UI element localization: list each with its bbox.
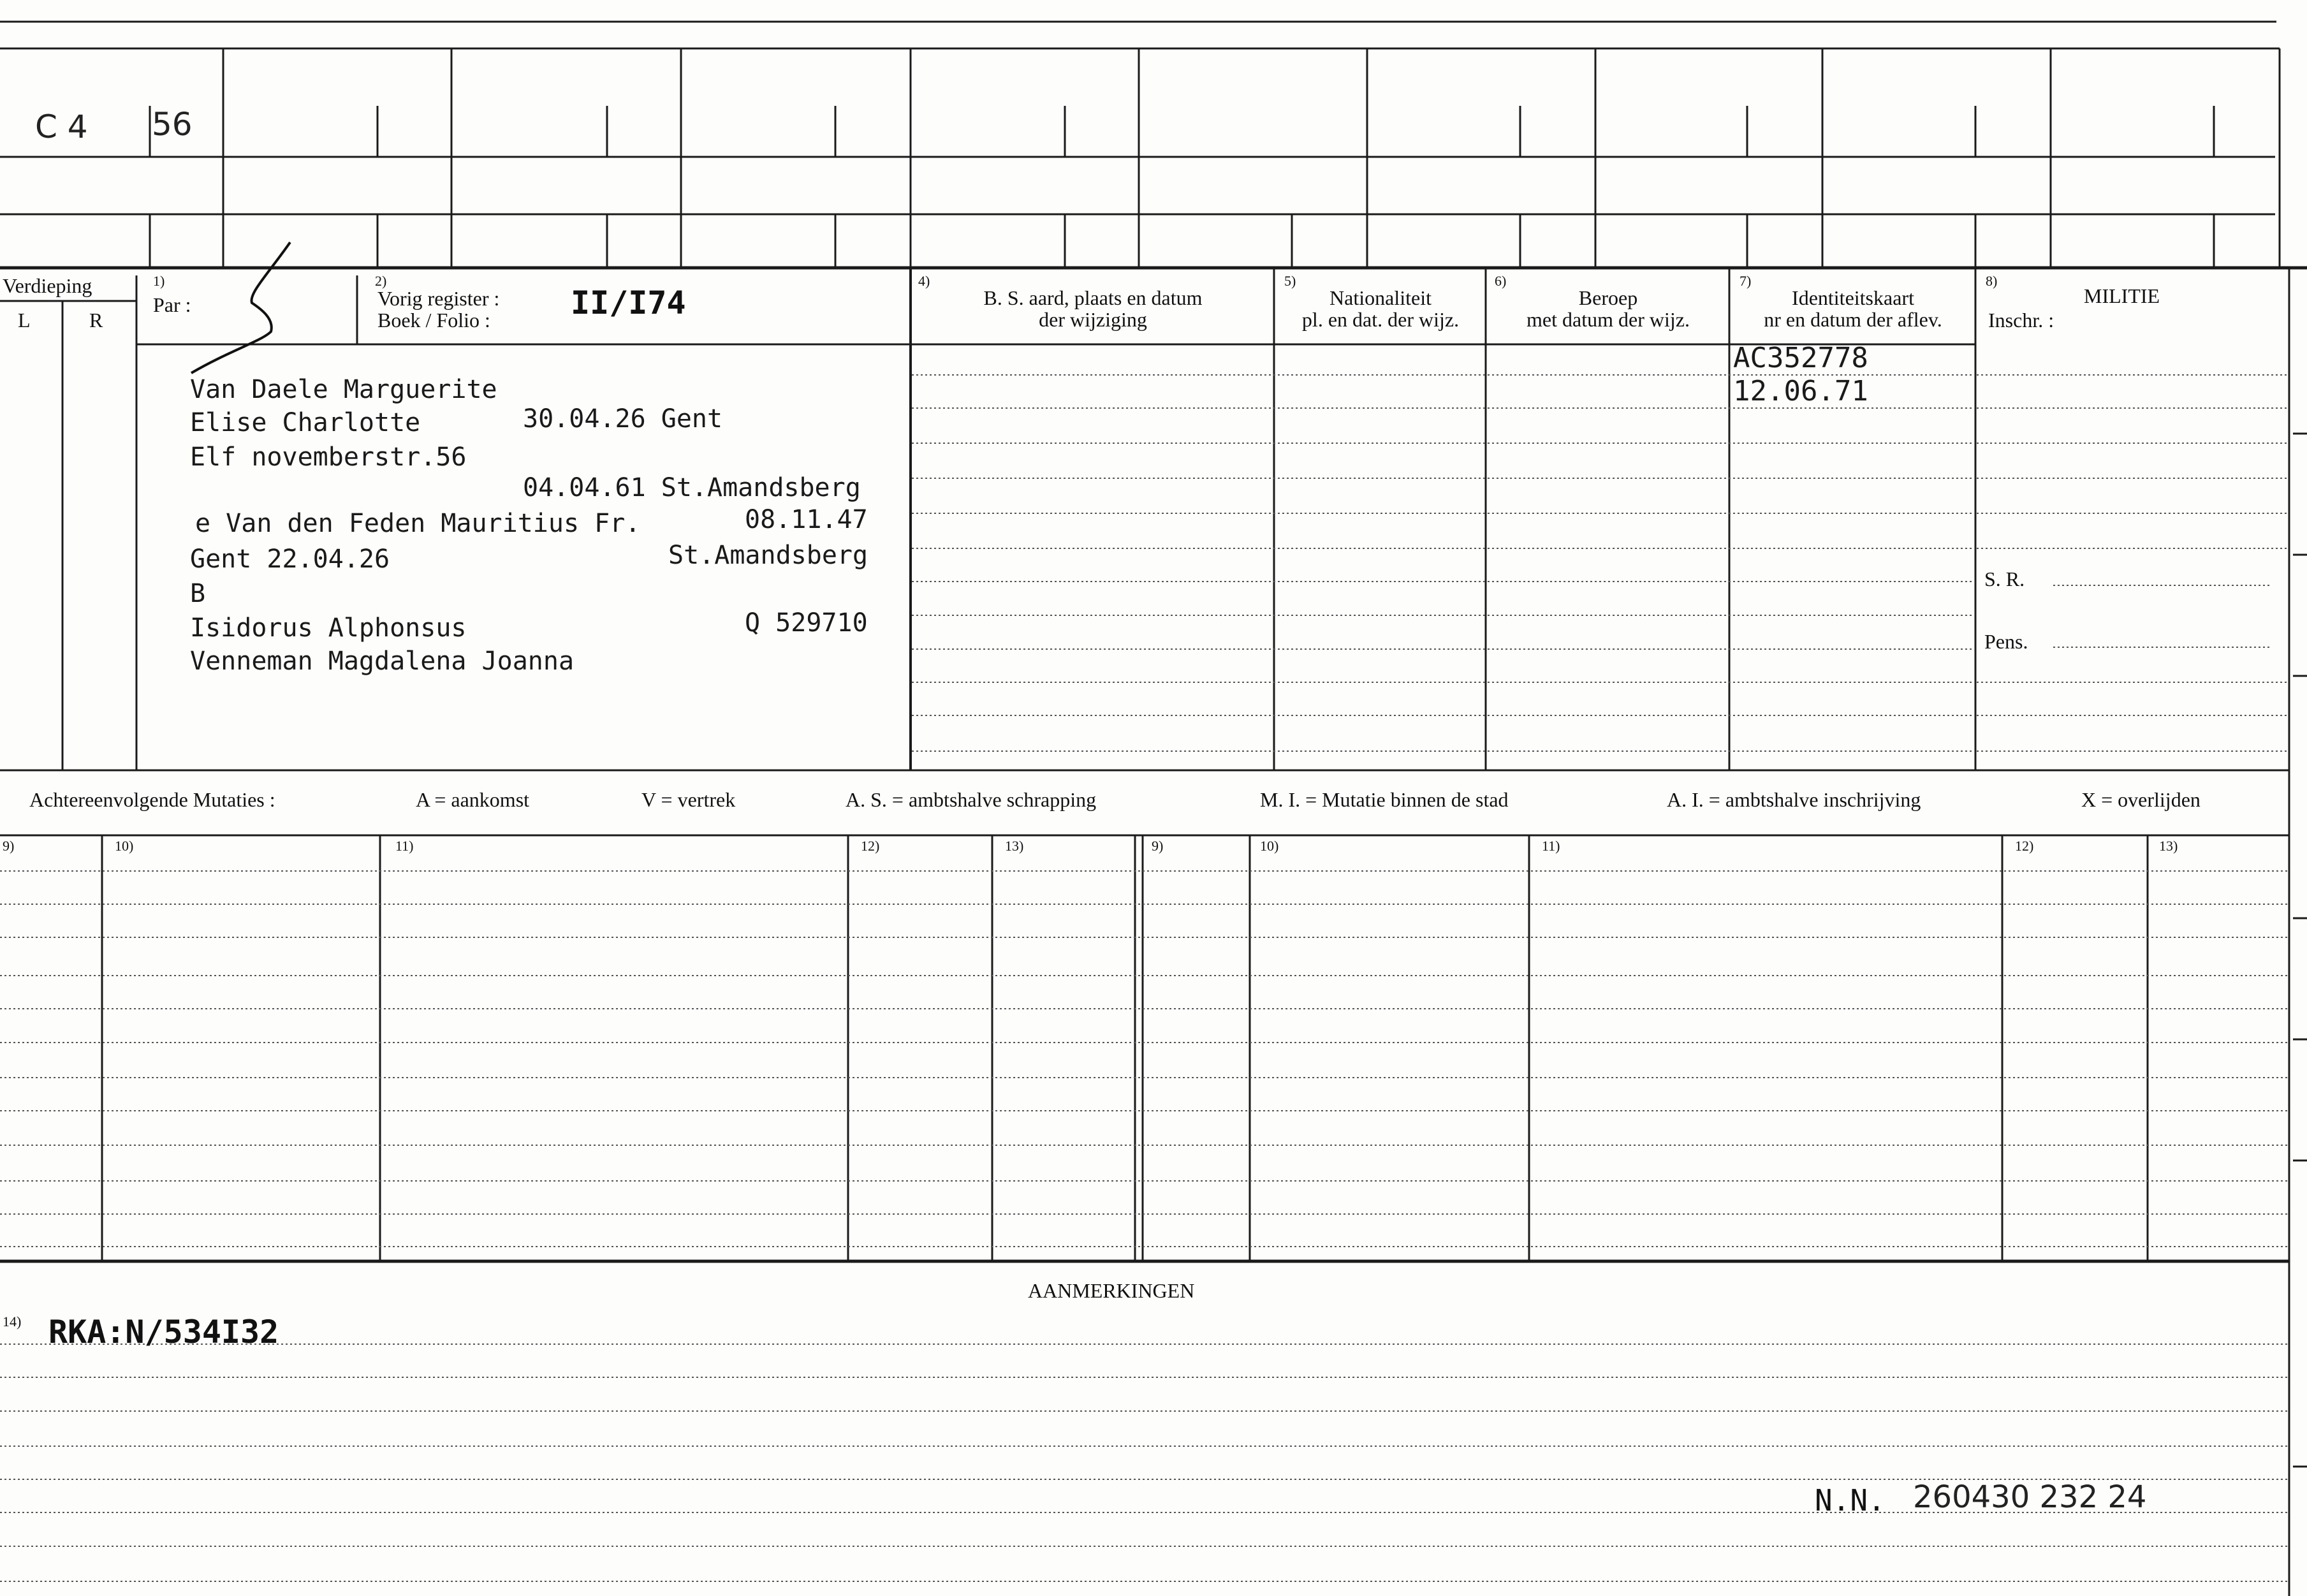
mut-col-12b: 12) — [2015, 838, 2034, 854]
note-7: 7) — [1739, 273, 1752, 289]
mut-col-11: 11) — [395, 838, 414, 854]
note-5: 5) — [1284, 273, 1296, 289]
mut-col-13b: 13) — [2159, 838, 2178, 854]
note-14: 14) — [3, 1314, 22, 1329]
inschr-label: Inschr. : — [1988, 309, 2054, 332]
id-card-number: AC352778 — [1733, 342, 1868, 374]
mut-col-10: 10) — [115, 838, 134, 854]
mut-col-10b: 10) — [1260, 838, 1279, 854]
boek-folio-label: Boek / Folio : — [377, 309, 490, 332]
nn-value: 260430 232 24 — [1913, 1479, 2147, 1515]
pens-label: Pens. — [1984, 630, 2028, 653]
note-2: 2) — [375, 273, 387, 289]
note-8: 8) — [1986, 273, 1998, 289]
id-card-date: 12.06.71 — [1733, 375, 1868, 407]
legend-mutatie-stad: M. I. = Mutatie binnen de stad — [1260, 788, 1509, 811]
register-value: II/I74 — [571, 284, 686, 321]
mut-col-11b: 11) — [1542, 838, 1560, 854]
person-line-7: B — [190, 579, 206, 608]
militie-label: MILITIE — [2084, 284, 2160, 307]
r-label: R — [89, 309, 103, 332]
rka-reference: RKA:N/534I32 — [48, 1314, 279, 1351]
handwritten-mark — [191, 242, 290, 373]
vorig-register-label: Vorig register : — [377, 287, 500, 310]
id-header-2: nr en datum der aflev. — [1764, 308, 1942, 331]
legend-vertrek: V = vertrek — [641, 788, 736, 811]
mut-col-13: 13) — [1005, 838, 1024, 854]
par-label: Par : — [153, 293, 191, 316]
person-birth: 30.04.26 Gent — [523, 404, 723, 434]
mutaties-label: Achtereenvolgende Mutaties : — [29, 788, 275, 811]
nn-label: N.N. — [1815, 1483, 1886, 1518]
beroep-header-2: met datum der wijz. — [1527, 308, 1690, 331]
id-header-1: Identiteitskaart — [1792, 286, 1914, 309]
legend-aankomst: A = aankomst — [416, 788, 530, 811]
note-4: 4) — [918, 273, 930, 289]
bs-header-1: B. S. aard, plaats en datum — [983, 286, 1203, 309]
person-code: Q 529710 — [745, 608, 868, 638]
legend-inschrijving: A. I. = ambtshalve inschrijving — [1667, 788, 1921, 811]
person-marriage-date: 08.11.47 — [745, 505, 868, 534]
mut-col-9b: 9) — [1152, 838, 1164, 854]
mut-col-9: 9) — [3, 838, 15, 854]
legend-schrapping: A. S. = ambtshalve schrapping — [846, 788, 1097, 811]
beroep-header-1: Beroep — [1578, 286, 1638, 309]
bs-header-2: der wijziging — [1039, 308, 1147, 331]
person-line-9: Venneman Magdalena Joanna — [190, 647, 575, 676]
mut-col-12: 12) — [861, 838, 880, 854]
person-line-6-place: St.Amandsberg — [668, 541, 868, 570]
aanmerkingen-title: AANMERKINGEN — [1028, 1279, 1195, 1302]
verdieping-label: Verdieping — [3, 274, 92, 297]
sr-label: S. R. — [1984, 567, 2025, 590]
person-line-6: Gent 22.04.26 — [190, 545, 390, 574]
person-line-2: Elise Charlotte — [190, 408, 421, 437]
block-number: 56 — [152, 106, 193, 143]
person-line-3: Elf novemberstr.56 — [190, 443, 467, 472]
person-line-1: Van Daele Marguerite — [190, 375, 497, 404]
nat-header-1: Nationaliteit — [1329, 286, 1432, 309]
person-line-4: 04.04.61 St.Amandsberg — [523, 473, 861, 502]
legend-overlijden: X = overlijden — [2081, 788, 2201, 811]
l-label: L — [18, 309, 31, 332]
person-line-8: Isidorus Alphonsus — [190, 613, 467, 643]
person-line-5: e Van den Feden Mauritius Fr. — [195, 509, 641, 538]
note-6: 6) — [1495, 273, 1507, 289]
note-1: 1) — [153, 273, 165, 289]
block-code: C 4 — [35, 108, 88, 145]
nat-header-2: pl. en dat. der wijz. — [1301, 308, 1460, 331]
